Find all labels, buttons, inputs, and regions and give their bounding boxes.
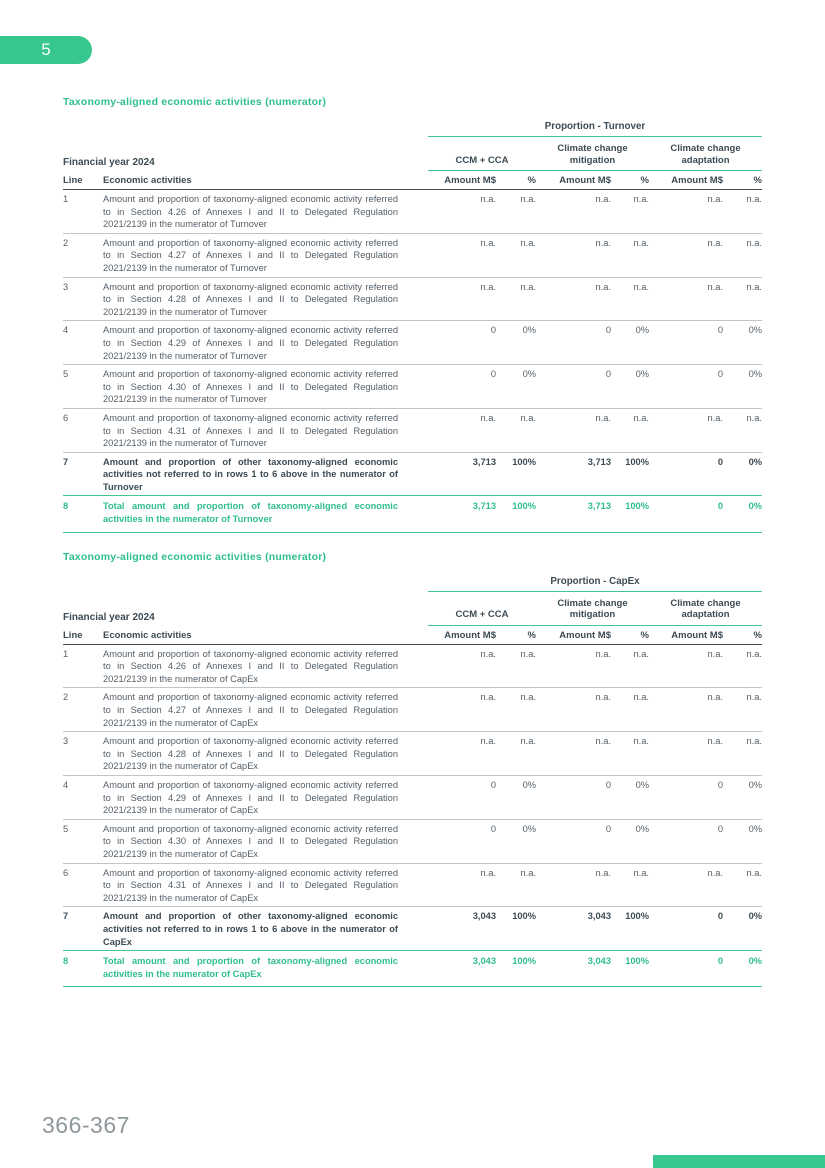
row-amount-mitigation: 3,713 bbox=[587, 501, 611, 512]
row-percent-adaptation: n.a. bbox=[746, 281, 762, 292]
table-row bbox=[63, 731, 762, 775]
row-percent-ccm-cca: n.a. bbox=[520, 736, 536, 747]
row-line-number: 8 bbox=[63, 956, 69, 967]
row-line-number: 7 bbox=[63, 911, 69, 922]
row-line-number: 2 bbox=[63, 692, 69, 703]
row-percent-mitigation: n.a. bbox=[633, 194, 649, 204]
percent-column-header: % bbox=[640, 175, 649, 186]
row-line-number: 8 bbox=[63, 501, 69, 512]
row-amount-adaptation: n.a. bbox=[707, 412, 723, 423]
column-header-row bbox=[63, 626, 762, 645]
row-amount-ccm-cca: n.a. bbox=[480, 281, 496, 292]
row-percent-adaptation: 0% bbox=[748, 369, 762, 380]
row-amount-ccm-cca: 3,713 bbox=[472, 501, 496, 512]
page-number: 366-367 bbox=[42, 1112, 130, 1138]
row-line-number: 7 bbox=[63, 456, 69, 467]
row-amount-ccm-cca: 3,043 bbox=[472, 956, 496, 967]
row-amount-ccm-cca: n.a. bbox=[480, 648, 496, 659]
table-row bbox=[63, 233, 762, 277]
row-amount-adaptation: n.a. bbox=[707, 648, 723, 659]
row-amount-adaptation: 0 bbox=[717, 325, 723, 336]
row-percent-mitigation: 100% bbox=[625, 456, 649, 467]
page-content bbox=[63, 96, 762, 987]
amount-column-header: Amount M$ bbox=[559, 629, 611, 641]
activities-column-header: Economic activities bbox=[103, 175, 192, 186]
financial-year-label: Financial year 2024 bbox=[63, 611, 155, 623]
row-percent-ccm-cca: 0% bbox=[522, 780, 536, 790]
row-percent-ccm-cca: n.a. bbox=[520, 194, 536, 204]
group-header-mitigation: Climate change mitigation bbox=[536, 137, 649, 171]
chapter-tab bbox=[0, 36, 92, 64]
turnover-table-section bbox=[63, 96, 762, 533]
row-percent-adaptation: n.a. bbox=[746, 194, 762, 204]
row-line-number: 4 bbox=[63, 325, 69, 336]
row-amount-mitigation: 3,043 bbox=[587, 911, 611, 922]
row-activity-description: Amount and proportion of taxonomy-aligned economic activity referred to in Section 4.31 of Annexes I and II to Delegated Regulation 2021/2139 in the numerator of Turnover bbox=[103, 412, 398, 449]
row-activity-description: Amount and proportion of taxonomy-aligned economic activity referred to in Section 4.26 of Annexes I and II to Delegated Regulation 2021/2139 in the numerator of Turnover bbox=[103, 194, 398, 230]
table-row bbox=[63, 452, 762, 496]
row-percent-mitigation: 0% bbox=[635, 369, 649, 380]
row-percent-adaptation: n.a. bbox=[746, 648, 762, 659]
row-percent-adaptation: 0% bbox=[748, 911, 762, 922]
row-percent-mitigation: 0% bbox=[635, 823, 649, 834]
proportion-header-row bbox=[63, 121, 762, 137]
row-activity-description: Total amount and proportion of taxonomy-aligned economic activities in the numerator of Turnover bbox=[103, 501, 398, 525]
row-amount-adaptation: n.a. bbox=[707, 736, 723, 747]
row-amount-adaptation: 0 bbox=[717, 501, 723, 512]
row-percent-ccm-cca: n.a. bbox=[520, 867, 536, 878]
row-amount-ccm-cca: n.a. bbox=[480, 237, 496, 248]
row-percent-ccm-cca: 0% bbox=[522, 369, 536, 380]
row-percent-adaptation: 0% bbox=[748, 501, 762, 512]
group-header-adaptation: Climate change adaptation bbox=[649, 137, 762, 171]
row-percent-adaptation: 0% bbox=[748, 325, 762, 336]
row-percent-ccm-cca: n.a. bbox=[520, 412, 536, 423]
row-amount-adaptation: 0 bbox=[717, 911, 723, 922]
row-line-number: 4 bbox=[63, 780, 69, 790]
row-amount-adaptation: n.a. bbox=[707, 692, 723, 703]
group-header-row bbox=[63, 137, 762, 171]
row-percent-ccm-cca: 0% bbox=[522, 823, 536, 834]
row-line-number: 2 bbox=[63, 237, 69, 248]
row-percent-adaptation: 0% bbox=[748, 780, 762, 790]
row-amount-ccm-cca: 0 bbox=[490, 369, 496, 380]
table-title: Taxonomy-aligned economic activities (numerator) bbox=[63, 550, 327, 563]
row-activity-description: Amount and proportion of taxonomy-aligned economic activity referred to in Section 4.27 of Annexes I and II to Delegated Regulation 2021/2139 in the numerator of Turnover bbox=[103, 237, 398, 273]
row-amount-ccm-cca: 3,713 bbox=[472, 456, 496, 467]
row-percent-mitigation: n.a. bbox=[633, 281, 649, 292]
row-percent-adaptation: n.a. bbox=[746, 237, 762, 248]
row-amount-mitigation: n.a. bbox=[595, 648, 611, 659]
row-line-number: 3 bbox=[63, 736, 69, 747]
table-row bbox=[63, 408, 762, 452]
row-line-number: 3 bbox=[63, 281, 69, 292]
row-amount-mitigation: n.a. bbox=[595, 867, 611, 878]
proportion-header: Proportion - Turnover bbox=[428, 121, 762, 137]
row-amount-mitigation: n.a. bbox=[595, 692, 611, 703]
row-amount-mitigation: n.a. bbox=[595, 736, 611, 747]
row-line-number: 1 bbox=[63, 194, 69, 204]
proportion-header-row bbox=[63, 576, 762, 592]
table-row bbox=[63, 645, 762, 688]
row-activity-description: Amount and proportion of taxonomy-aligned economic activity referred to in Section 4.26 of Annexes I and II to Delegated Regulation 2021/2139 in the numerator of CapEx bbox=[103, 648, 398, 684]
row-amount-adaptation: n.a. bbox=[707, 281, 723, 292]
table-row bbox=[63, 190, 762, 233]
line-column-header: Line bbox=[63, 175, 83, 186]
row-amount-ccm-cca: 3,043 bbox=[472, 911, 496, 922]
row-percent-ccm-cca: n.a. bbox=[520, 692, 536, 703]
row-line-number: 6 bbox=[63, 867, 69, 878]
row-percent-mitigation: 0% bbox=[635, 780, 649, 790]
row-activity-description: Amount and proportion of taxonomy-aligned economic activity referred to in Section 4.29 of Annexes I and II to Delegated Regulation 2021/2139 in the numerator of Turnover bbox=[103, 325, 398, 361]
row-amount-ccm-cca: n.a. bbox=[480, 194, 496, 204]
table-body bbox=[63, 190, 762, 533]
group-header-ccm-cca: CCM + CCA bbox=[428, 592, 536, 626]
group-header-ccm-cca: CCM + CCA bbox=[428, 137, 536, 171]
row-percent-mitigation: n.a. bbox=[633, 648, 649, 659]
row-percent-ccm-cca: 100% bbox=[512, 456, 536, 467]
row-percent-adaptation: 0% bbox=[748, 956, 762, 967]
row-percent-mitigation: 100% bbox=[625, 956, 649, 967]
row-amount-mitigation: 0 bbox=[605, 823, 611, 834]
row-percent-adaptation: n.a. bbox=[746, 736, 762, 747]
group-header-adaptation: Climate change adaptation bbox=[649, 592, 762, 626]
row-line-number: 6 bbox=[63, 412, 69, 423]
row-amount-mitigation: 3,043 bbox=[587, 956, 611, 967]
row-activity-description: Amount and proportion of other taxonomy-aligned economic activities not referred to in rows 1 to 6 above in the numerator of Turnover bbox=[103, 456, 398, 492]
group-header-row bbox=[63, 592, 762, 626]
row-activity-description: Amount and proportion of taxonomy-aligned economic activity referred to in Section 4.28 of Annexes I and II to Delegated Regulation 2021/2139 in the numerator of Turnover bbox=[103, 281, 398, 317]
table-row bbox=[63, 320, 762, 364]
row-amount-adaptation: n.a. bbox=[707, 194, 723, 204]
table-row bbox=[63, 819, 762, 863]
row-amount-ccm-cca: 0 bbox=[490, 823, 496, 834]
amount-column-header: Amount M$ bbox=[671, 175, 723, 186]
row-percent-mitigation: n.a. bbox=[633, 736, 649, 747]
row-percent-ccm-cca: 100% bbox=[512, 956, 536, 967]
percent-column-header: % bbox=[753, 175, 762, 186]
amount-column-header: Amount M$ bbox=[444, 175, 496, 186]
row-percent-mitigation: n.a. bbox=[633, 237, 649, 248]
row-activity-description: Amount and proportion of taxonomy-aligned economic activity referred to in Section 4.31 of Annexes I and II to Delegated Regulation 2021/2139 in the numerator of CapEx bbox=[103, 867, 398, 903]
row-percent-mitigation: 100% bbox=[625, 501, 649, 512]
row-percent-ccm-cca: n.a. bbox=[520, 237, 536, 248]
row-amount-mitigation: n.a. bbox=[595, 281, 611, 292]
row-activity-description: Total amount and proportion of taxonomy-aligned economic activities in the numerator of CapEx bbox=[103, 956, 398, 979]
row-percent-adaptation: n.a. bbox=[746, 692, 762, 703]
row-percent-ccm-cca: 100% bbox=[512, 911, 536, 922]
table-row bbox=[63, 906, 762, 950]
row-percent-mitigation: n.a. bbox=[633, 692, 649, 703]
row-percent-ccm-cca: n.a. bbox=[520, 281, 536, 292]
row-amount-ccm-cca: 0 bbox=[490, 325, 496, 336]
row-amount-adaptation: 0 bbox=[717, 956, 723, 967]
percent-column-header: % bbox=[753, 629, 762, 641]
row-percent-ccm-cca: 100% bbox=[512, 501, 536, 512]
row-amount-ccm-cca: n.a. bbox=[480, 867, 496, 878]
amount-column-header: Amount M$ bbox=[444, 629, 496, 641]
capex-table-section bbox=[63, 551, 762, 988]
amount-column-header: Amount M$ bbox=[671, 629, 723, 641]
table-row bbox=[63, 950, 762, 987]
row-percent-mitigation: 100% bbox=[625, 911, 649, 922]
group-header-mitigation: Climate change mitigation bbox=[536, 592, 649, 626]
table-row bbox=[63, 687, 762, 731]
row-amount-adaptation: 0 bbox=[717, 823, 723, 834]
line-column-header: Line bbox=[63, 629, 83, 641]
table-row bbox=[63, 863, 762, 907]
row-amount-adaptation: 0 bbox=[717, 369, 723, 380]
row-amount-mitigation: n.a. bbox=[595, 194, 611, 204]
row-amount-ccm-cca: n.a. bbox=[480, 412, 496, 423]
row-amount-mitigation: n.a. bbox=[595, 237, 611, 248]
column-header-row bbox=[63, 171, 762, 190]
financial-year-label: Financial year 2024 bbox=[63, 157, 155, 168]
row-percent-mitigation: 0% bbox=[635, 325, 649, 336]
row-percent-adaptation: 0% bbox=[748, 823, 762, 834]
row-percent-adaptation: n.a. bbox=[746, 412, 762, 423]
row-amount-mitigation: 3,713 bbox=[587, 456, 611, 467]
table-body bbox=[63, 645, 762, 988]
row-amount-adaptation: 0 bbox=[717, 780, 723, 790]
row-amount-ccm-cca: n.a. bbox=[480, 736, 496, 747]
table-row bbox=[63, 495, 762, 532]
row-amount-mitigation: 0 bbox=[605, 369, 611, 380]
row-percent-ccm-cca: n.a. bbox=[520, 648, 536, 659]
table-row bbox=[63, 277, 762, 321]
row-amount-mitigation: 0 bbox=[605, 325, 611, 336]
row-activity-description: Amount and proportion of other taxonomy-aligned economic activities not referred to in rows 1 to 6 above in the numerator of CapEx bbox=[103, 911, 398, 947]
row-amount-adaptation: n.a. bbox=[707, 237, 723, 248]
row-percent-ccm-cca: 0% bbox=[522, 325, 536, 336]
chapter-number: 5 bbox=[41, 40, 51, 59]
row-line-number: 1 bbox=[63, 648, 69, 659]
row-percent-mitigation: n.a. bbox=[633, 412, 649, 423]
row-activity-description: Amount and proportion of taxonomy-aligned economic activity referred to in Section 4.29 of Annexes I and II to Delegated Regulation 2021/2139 in the numerator of CapEx bbox=[103, 780, 398, 816]
percent-column-header: % bbox=[640, 629, 649, 641]
row-line-number: 5 bbox=[63, 369, 69, 380]
row-percent-adaptation: 0% bbox=[748, 456, 762, 467]
table-title: Taxonomy-aligned economic activities (numerator) bbox=[63, 96, 327, 108]
activities-column-header: Economic activities bbox=[103, 629, 192, 641]
row-activity-description: Amount and proportion of taxonomy-aligned economic activity referred to in Section 4.30 of Annexes I and II to Delegated Regulation 2021/2139 in the numerator of CapEx bbox=[103, 823, 398, 859]
row-amount-mitigation: 0 bbox=[605, 780, 611, 790]
row-amount-ccm-cca: 0 bbox=[490, 780, 496, 790]
row-percent-adaptation: n.a. bbox=[746, 867, 762, 878]
row-amount-ccm-cca: n.a. bbox=[480, 692, 496, 703]
row-activity-description: Amount and proportion of taxonomy-aligned economic activity referred to in Section 4.28 of Annexes I and II to Delegated Regulation 2021/2139 in the numerator of CapEx bbox=[103, 736, 398, 772]
row-activity-description: Amount and proportion of taxonomy-aligned economic activity referred to in Section 4.30 of Annexes I and II to Delegated Regulation 2021/2139 in the numerator of Turnover bbox=[103, 369, 398, 405]
percent-column-header: % bbox=[527, 175, 536, 186]
amount-column-header: Amount M$ bbox=[559, 175, 611, 186]
percent-column-header: % bbox=[527, 629, 536, 641]
proportion-header: Proportion - CapEx bbox=[428, 576, 762, 592]
footer-accent-bar bbox=[653, 1155, 825, 1168]
row-amount-mitigation: n.a. bbox=[595, 412, 611, 423]
row-activity-description: Amount and proportion of taxonomy-aligned economic activity referred to in Section 4.27 of Annexes I and II to Delegated Regulation 2021/2139 in the numerator of CapEx bbox=[103, 692, 398, 728]
row-percent-mitigation: n.a. bbox=[633, 867, 649, 878]
row-amount-adaptation: n.a. bbox=[707, 867, 723, 878]
row-amount-adaptation: 0 bbox=[717, 456, 723, 467]
table-row bbox=[63, 775, 762, 819]
table-row bbox=[63, 364, 762, 408]
row-line-number: 5 bbox=[63, 823, 69, 834]
